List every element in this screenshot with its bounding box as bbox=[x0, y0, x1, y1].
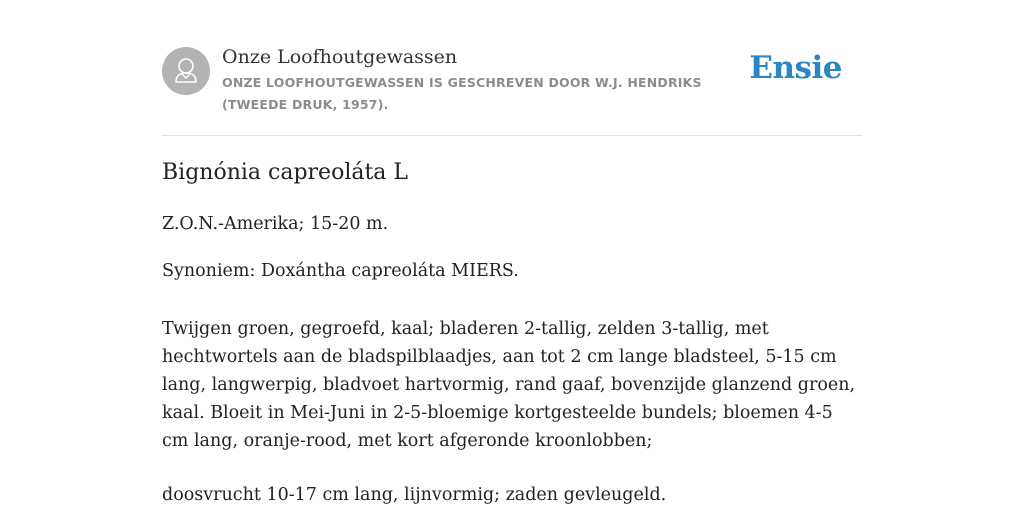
source-header bbox=[162, 0, 862, 136]
source-title-link[interactable]: Onze Loofhoutgewassen bbox=[222, 46, 458, 68]
user-avatar-icon bbox=[162, 47, 210, 95]
entry-synonym: Synoniem: Doxántha capreoláta MIERS. bbox=[162, 261, 519, 281]
entry-distribution: Z.O.N.-Amerika; 15-20 m. bbox=[162, 214, 389, 234]
entry-description: Twijgen groen, gegroefd, kaal; bladeren 2-tallig, zelden 3-tallig, met hechtwortels aan de bladspilblaadjes, aan tot 2 cm lange bladsteel, 5-15 cm lang, langwerpig, bladvoet hartvormig, rand gaaf, bovenzijde glanzend groen, kaal. Bloeit in Mei-Juni in 2-5-bloemige kortgesteelde bundels; bloemen 4-5 cm lang, oranje-rood, met kort afgeronde kroonlobben; bbox=[162, 319, 856, 451]
entry-title: Bignónia capreoláta L bbox=[162, 160, 409, 185]
source-description: ONZE LOOFHOUTGEWASSEN IS GESCHREVEN DOOR W.J. HENDRIKS (TWEEDE DRUK, 1957). bbox=[222, 75, 702, 112]
ensie-logo[interactable]: Ensie bbox=[749, 50, 842, 86]
entry-fruit: doosvrucht 10-17 cm lang, lijnvormig; zaden gevleugeld. bbox=[162, 485, 667, 505]
page bbox=[162, 0, 862, 505]
